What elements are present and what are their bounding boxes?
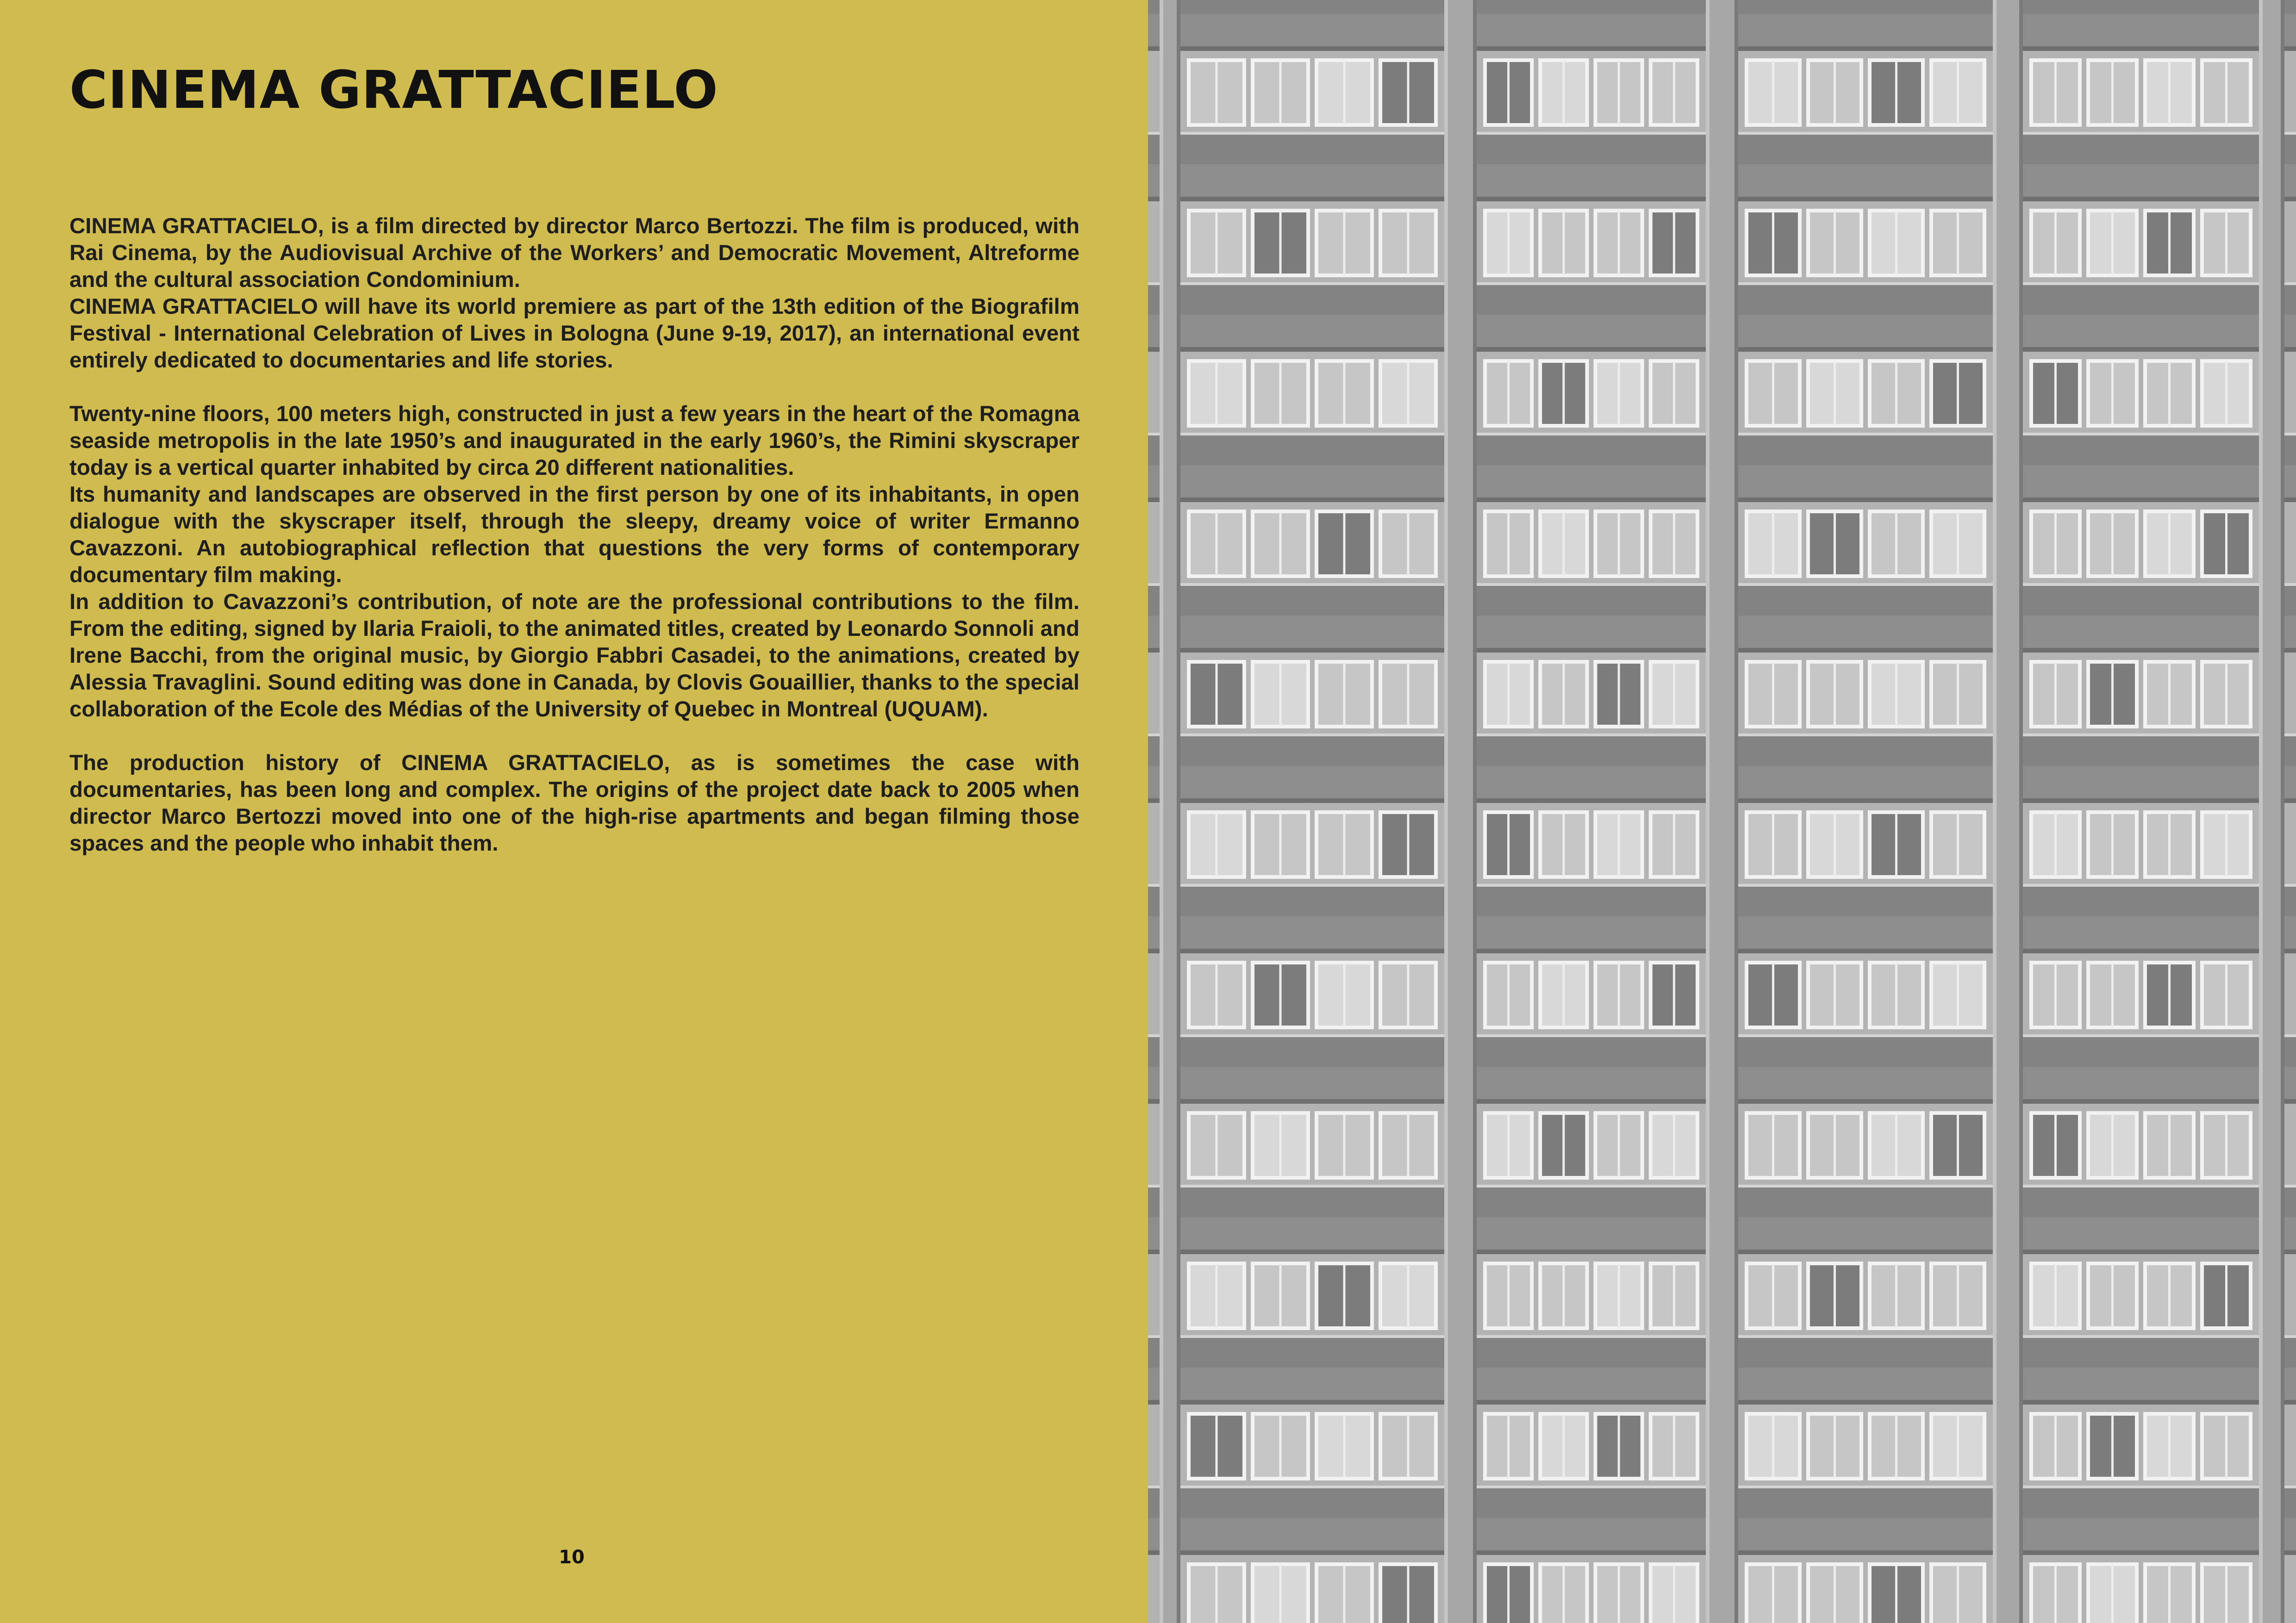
- paragraph: Twenty-nine floors, 100 meters high, constructed in just a few years in the heart of the Romagna seaside metropolis in the late 1950’s and inaugurated in the early 1960’s, the Rimini skyscraper today is a vertical quarter inhabited by circa 20 different nationalities.: [69, 402, 1079, 480]
- pillar-shadow: [1473, 0, 1477, 1623]
- pillar-shadow: [2281, 0, 2284, 1623]
- paragraph: In addition to Cavazzoni’s contribution, of note are the professional contributions to the film. From the editing, signed by Ilaria Fraioli, to the animated titles, created by Leonardo Sonnoli and Irene Bacchi, from the original music, by Giorgio Fabbri Casadei, to the animations, created by Alessia Travaglini. Sound editing was done in Canada, by Clovis Gouaillier, thanks to the special collaboration of the Ecole des Médias of the University of Quebec in Montreal (UQUAM).: [69, 590, 1079, 721]
- pillar-shadow: [1734, 0, 1738, 1623]
- pillar-highlight: [1444, 0, 1448, 1623]
- skyscraper-facade-photo: [1148, 0, 2296, 1623]
- paragraph: CINEMA GRATTACIELO, is a film directed by director Marco Bertozzi. The film is produced, with Rai Cinema, by the Audiovisual Archive of the Workers’ and Democratic Movement, Altreforme and the cultural association Condominium.: [69, 214, 1079, 292]
- pillar-highlight: [2259, 0, 2263, 1623]
- pillar: [1444, 0, 1477, 1623]
- pillar-highlight: [1993, 0, 1997, 1623]
- pillar: [2259, 0, 2284, 1623]
- pillar-highlight: [1706, 0, 1710, 1623]
- paragraph: The production history of CINEMA GRATTACIELO, as is sometimes the case with documentaries, has been long and complex. The origins of the project date back to 2005 when director Marco Bertozzi moved into one of the high-rise apartments and began filming those spaces and the people who inhabit them.: [69, 751, 1079, 856]
- page-title: CINEMA GRATTACIELO: [69, 60, 718, 120]
- paragraph: Its humanity and landscapes are observed in the first person by one of its inhabitants, in open dialogue with the skyscraper itself, through the sleepy, dreamy voice of writer Ermanno Cavazzoni. An autobiographical reflection that questions the very forms of contemporary documentary film making.: [69, 482, 1079, 587]
- pillar-shadow: [1177, 0, 1180, 1623]
- paragraph: CINEMA GRATTACIELO will have its world premiere as part of the 13th edition of the Biografilm Festival - International Celebration of Lives in Bologna (June 9-19, 2017), an international event entirely dedicated to documentaries and life stories.: [69, 294, 1079, 373]
- page-number: 10: [559, 1547, 585, 1568]
- pillar-highlight: [1160, 0, 1163, 1623]
- pillar: [1993, 0, 2023, 1623]
- pillar-shadow: [2019, 0, 2023, 1623]
- pillar: [1706, 0, 1738, 1623]
- article-body: [69, 213, 1079, 857]
- right-page: [1148, 0, 2296, 1623]
